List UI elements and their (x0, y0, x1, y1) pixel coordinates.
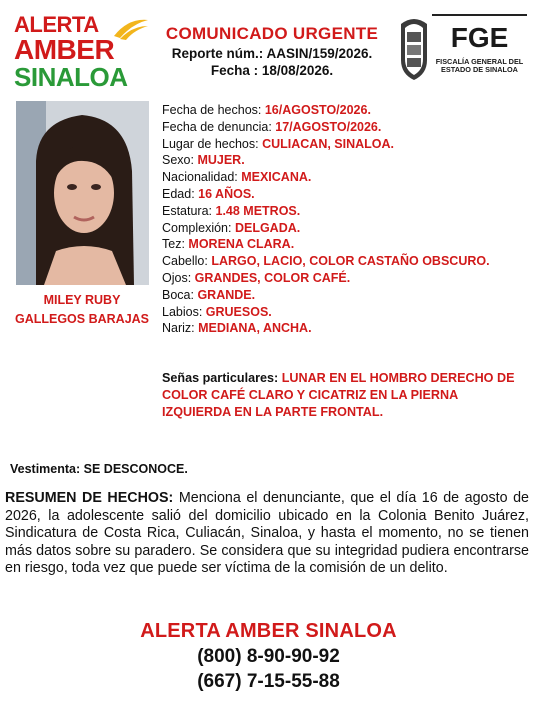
detail-row (162, 320, 532, 337)
detail-row (162, 220, 532, 237)
vestimenta-label: Vestimenta: (10, 462, 84, 476)
detail-row (162, 287, 532, 304)
logo-text-amber: AMBER (14, 34, 115, 65)
footer-contact (0, 620, 537, 693)
detail-row (162, 169, 532, 186)
detail-row (162, 236, 532, 253)
detail-value: GRUESOS. (205, 304, 272, 319)
resumen-label: RESUMEN DE HECHOS: (5, 490, 174, 506)
case-summary (5, 490, 529, 578)
distinguishing-marks (162, 370, 524, 420)
detail-row (162, 186, 532, 203)
senas-label: Señas particulares: (162, 371, 282, 385)
clothing (10, 462, 188, 476)
header-block (148, 24, 396, 78)
footer-title: ALERTA AMBER SINALOA (140, 620, 397, 642)
detail-value: LARGO, LACIO, COLOR CASTAÑO OBSCURO. (211, 254, 490, 269)
detail-value: GRANDES, COLOR CAFÉ. (194, 270, 351, 285)
fge-rule (432, 14, 527, 16)
detail-value: 17/AGOSTO/2026. (275, 119, 382, 134)
detail-value: MEDIANA, ANCHA. (198, 321, 312, 336)
detail-row (162, 304, 532, 321)
detail-label: Nariz: (162, 321, 199, 336)
fge-subtitle-line2: ESTADO DE SINALOA (441, 65, 518, 75)
logo-text-sinaloa: SINALOA (14, 62, 128, 92)
detail-label: Complexión: (162, 220, 235, 235)
detail-label: Nacionalidad: (162, 170, 242, 185)
fge-subtitle (432, 58, 527, 75)
detail-label: Edad: (162, 186, 199, 201)
fge-abbr: FGE (450, 22, 509, 53)
page-title: COMUNICADO URGENTE (165, 24, 379, 43)
details-list (162, 102, 532, 337)
detail-label: Lugar de hechos: (162, 136, 263, 151)
detail-row (162, 152, 532, 169)
senas-value: LUNAR EN EL HOMBRO DERECHO DE COLOR CAFÉ CLARO Y CICATRIZ EN LA PIERNA IZQUIERDA EN LA PARTE FRONTAL. (162, 371, 515, 419)
detail-row (162, 270, 532, 287)
detail-value: MEXICANA. (241, 170, 312, 185)
detail-label: Fecha de hechos: (162, 103, 265, 117)
detail-value: GRANDE. (197, 287, 256, 302)
fge-subtitle-line1: FISCALÍA GENERAL DEL (435, 57, 524, 66)
detail-value: 16 AÑOS. (198, 186, 255, 201)
missing-person-photo (16, 101, 149, 285)
fge-logo (432, 14, 527, 82)
sinaloa-seal-icon (397, 14, 431, 82)
detail-row (162, 102, 532, 119)
name-line-1: MILEY RUBY (43, 293, 121, 307)
detail-row (162, 203, 532, 220)
detail-value: CULIACAN, SINALOA. (262, 136, 395, 151)
detail-row (162, 253, 532, 270)
missing-person-name (8, 291, 156, 330)
phone-number-1: (800) 8-90-90-92 (197, 646, 340, 667)
logo-text-alerta: ALERTA (14, 12, 99, 37)
sun-swoosh-icon (110, 14, 150, 42)
phone-number-2: (667) 7-15-55-88 (197, 671, 340, 692)
detail-label: Fecha de denuncia: (162, 119, 276, 134)
detail-label: Boca: (162, 287, 198, 302)
detail-label: Ojos: (162, 270, 195, 285)
resumen-text: Menciona el denunciante, que el día 16 de agosto de 2026, la adolescente salió del domicilio ubicado en la Colonia Benito Juárez, Sindicatura de Costa Rica, Culiacán, Sinaloa, y hasta el momento, no se tienen más datos sobre su paradero. Se considera que su integridad pudiera encontrarse en riesgo, toda vez que puede ser víctima de la comisión de un delito. (5, 490, 529, 577)
detail-label: Cabello: (162, 254, 212, 269)
detail-row (162, 136, 532, 153)
alerta-amber-logo (14, 12, 146, 92)
detail-label: Sexo: (162, 153, 198, 168)
vestimenta-value: SE DESCONOCE. (83, 462, 188, 476)
detail-label: Labios: (162, 304, 206, 319)
name-line-2: GALLEGOS BARAJAS (14, 312, 150, 327)
detail-value: 1.48 METROS. (215, 203, 301, 218)
detail-value: MUJER. (197, 153, 245, 168)
detail-value: 16/AGOSTO/2026. (264, 103, 371, 117)
report-number: Reporte núm.: AASIN/159/2026. (171, 46, 373, 61)
detail-value: MORENA CLARA. (188, 237, 295, 252)
detail-label: Tez: (162, 237, 189, 252)
detail-row (162, 119, 532, 136)
report-date: Fecha : 18/08/2026. (210, 63, 334, 78)
detail-label: Estatura: (162, 203, 216, 218)
detail-value: DELGADA. (234, 220, 301, 235)
